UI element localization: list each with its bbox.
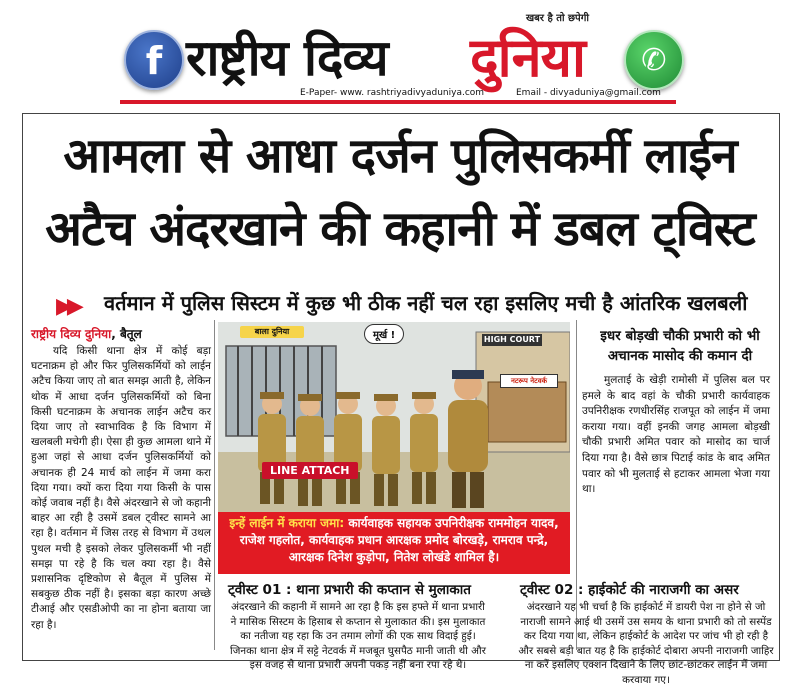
- twist-2-title: ट्वीस्ट 02 : हाईकोर्ट की नाराजगी का असर: [520, 582, 739, 598]
- brand-name-black: राष्ट्रीय दिव्य: [186, 29, 388, 87]
- twist-1-body: अंदरखाने की कहानी में सामने आ रहा है कि इस हफ्ते में थाना प्रभारी ने मासिक सिस्टम के हिसाब से कप्तान से मुलाकात की। इस मुलाकात का नतीजा यह रहा कि उन तमाम लोगों की एक साथ विदाई हुई। जिनका थाना क्षेत्र में सट्टे नेटवर्क में मजबूत घुसपैठ मानी जाती थी और इस वजह से थाना प्रभारी अपनी पकड़ नहीं बना रपा रहे थे।: [230, 601, 486, 671]
- caption-lead: इन्हें लाईन में कराया जमा:: [229, 516, 349, 530]
- caption-text: कार्यवाहक सहायक उपनिरीक्षक राममोहन यादव, राजेश गहलोत, कार्यवाहक प्रधान आरक्षक प्रमोद बोरखड़े, रामराव पन्द्रे, आरक्षक दिनेश कुड़ोपा, नितेश लोखंडे शामिल है।: [239, 516, 559, 564]
- column-divider-left: [214, 320, 215, 650]
- epaper-url[interactable]: E-Paper- www. rashtriyadivyaduniya.com: [300, 88, 485, 98]
- network-sign: नटरूप नेटवर्क: [500, 374, 558, 388]
- twist-2-body: अंदरखाने यह भी चर्चा है कि हाईकोर्ट में डायरी पेश ना होने से जो नाराजी सामने आई थी उसमें उस समय के थाना प्रभारी को तो सस्पेंड कर दिया गया था, लेकिन हाईकोर्ट के आदेश पर जांच भी हो रही है और सबसे बड़ी बात यह है कि हाईकोर्ट दोबारा अपनी नाराजगी जाहिर ना करें इसलिए एक्शन दिखाने के लिए छांट-छांटकर लाईन में जमा करवाया गए।: [518, 601, 774, 686]
- byline-source: राष्ट्रीय दिव्य दुनिया: [31, 327, 112, 341]
- cartoon-plate: बाला दुनिया: [240, 326, 304, 338]
- speech-bubble: मूर्ख !: [364, 324, 404, 344]
- facebook-icon[interactable]: f: [124, 30, 184, 90]
- headline-line-2: अटैच अंदरखाने की कहानी में डबल ट्विस्ट: [45, 201, 755, 257]
- right-column-heading: इधर बोड़खी चौकी प्रभारी को भी अचानक मासोद की कमान दी: [600, 328, 760, 364]
- cartoon-illustration: [218, 322, 570, 512]
- byline-separator: ,: [111, 327, 120, 341]
- double-arrow-icon: ▶▶: [56, 294, 78, 319]
- twist-1-title: ट्वीस्ट 01 : थाना प्रभारी की कप्तान से मुलाकात: [228, 582, 471, 598]
- right-column-body: मुलताई के खेड़ी रामोसी में पुलिस बल पर हमले के बाद वहां के चौकी प्रभारी कार्यवाहक उपनिरीक्षक रणधीरसिंह राजपूत को लाईन में जमा कराया गया। वहीं इनकी जगह आमला बोड़खी चौकी प्रभारी अमित पवार को मासोद का चार्ज दिया गया है। वैसे छात्र पिटाई कांड के बाद अमित पवार को भी मुलताई से हटाकर आमला भेजा गया था।: [582, 374, 770, 496]
- line-attach-sign: LINE ATTACH: [262, 462, 358, 479]
- masthead: [0, 0, 800, 108]
- byline-place: बैतूल: [119, 327, 142, 341]
- byline: [31, 325, 142, 342]
- high-court-sign: HIGH COURT: [483, 335, 541, 344]
- left-column-body: यदि किसी थाना क्षेत्र में कोई बड़ा घटनाक्रम हो और फिर पुलिसकर्मियों को लाईन अटैच किया जाए तो बात समझ आती है, लेकिन थोक में आधा दर्जन पुलिसकर्मियों को बिना किसी घटनाक्रम के अचानक लाईन अटैच कर दिया जाए तो स्वाभाविक है कि विभाग में खलबली मचेगी ही। ऐसा ही कुछ आमला थाने में हुआ जहां से आधा दर्जन पुलिसकर्मियों को अचानक ही 24 मार्च को लाईन में जमा करा दिया गया। क्यों करा दिया गया किसी के पास कोई जवाब नहीं है। वैसे अंदरखाने से जो कहानी बाहर आ रही है उसमें डबल ट्वीस्ट सामने आ रहा है। वर्तमान में जिस तरह से विभाग में उथल पुथल मची है इसको लेकर पुलिसकर्मी भी नहीं समझ पा रहे है कि चल क्या रहा है। वैसे प्रशासनिक दृष्टिकोण से बैतूल में पुलिस में सबकुछ ठीक नहीं है। इसका बड़ा कारण अच्छे टीआई और एसडीओपी का ना होना बताया जा रहा है।: [31, 345, 211, 631]
- subheadline: वर्तमान में पुलिस सिस्टम में कुछ भी ठीक नहीं चल रहा इसलिए मची है आंतरिक खलबली: [104, 291, 748, 315]
- tagline: खबर है तो छपेगी: [526, 13, 589, 24]
- photo-caption: [218, 512, 570, 574]
- cartoon-image: [218, 322, 570, 512]
- masthead-divider: [120, 100, 676, 104]
- brand-name-red: दुनिया: [470, 26, 585, 89]
- headline-line-1: आमला से आधा दर्जन पुलिसकर्मी लाईन: [63, 128, 737, 184]
- email-address[interactable]: Email - divyaduniya@gmail.com: [516, 88, 661, 98]
- whatsapp-icon[interactable]: ✆: [624, 30, 684, 90]
